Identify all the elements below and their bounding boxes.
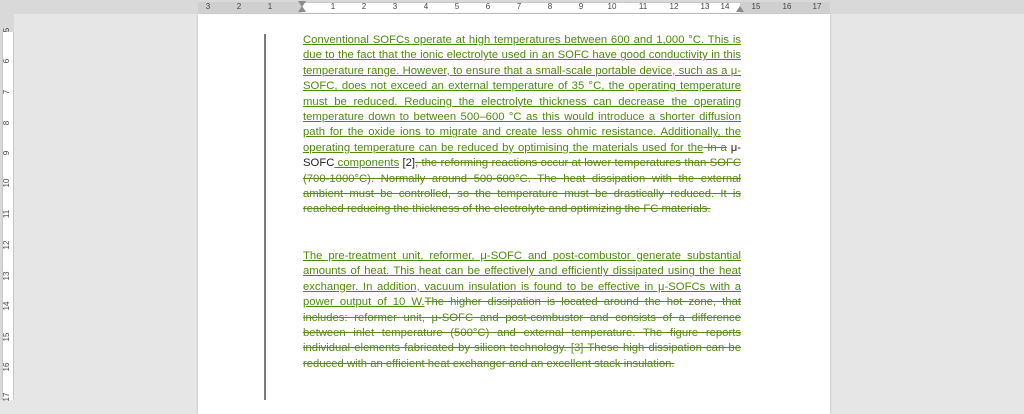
ruler-label: 11: [638, 2, 648, 11]
vertical-ruler[interactable]: [0, 14, 14, 400]
ruler-label: 9: [2, 150, 11, 156]
ruler-label: 12: [669, 2, 679, 11]
ruler-label: 11: [2, 209, 11, 219]
ruler-label: 8: [2, 120, 11, 126]
ruler-label: 1: [267, 2, 273, 11]
ruler-label: 17: [812, 2, 822, 11]
ruler-label: 5: [454, 2, 460, 11]
change-bar: [264, 34, 266, 400]
paragraph-2[interactable]: [303, 249, 741, 372]
deleted-text[interactable]: In a: [703, 141, 727, 154]
hanging-indent-marker[interactable]: [298, 6, 306, 12]
ruler-label: 6: [2, 58, 11, 64]
ruler-label: 3: [392, 2, 398, 11]
ruler-label: 16: [2, 362, 11, 372]
ruler-label: 17: [2, 392, 11, 402]
ruler-label: 9: [578, 2, 584, 11]
ruler-label: 5: [2, 27, 11, 33]
ruler-label: 16: [782, 2, 792, 11]
ruler-label: 10: [2, 178, 11, 188]
horizontal-ruler[interactable]: [0, 0, 1024, 14]
ruler-label: 8: [547, 2, 553, 11]
ruler-label: 13: [2, 271, 11, 281]
ruler-label: 2: [361, 2, 367, 11]
ruler-left-margin: [198, 2, 302, 12]
deleted-text[interactable]: , the reforming reactions occur at lower temperatures than SOFC (700-1000°C). Normally around 500-600°C. The heat dissipation with the external ambient must be controlled, so the temperature must be drastically reduced. It is reached reducing the thickness of the electrolyte and optimizing the FC materials.: [303, 157, 742, 216]
ruler-label: 10: [607, 2, 617, 11]
ruler-label: 2: [236, 2, 242, 11]
inserted-text[interactable]: The pre-treatment unit, reformer, μ-SOFC and post-combustor generate substantial amounts of heat. This heat can be effectively and efficiently dissipated using the heat exchanger. In addition, vacuum insulation is found to be effective in μ-SOFCs with a power output of 10 W.: [303, 250, 741, 309]
ruler-label: 4: [423, 2, 429, 11]
ruler-label: 7: [516, 2, 522, 11]
ruler-label: 1: [330, 2, 336, 11]
deleted-text[interactable]: The higher dissipation is located around the hot zone, that includes: reformer unit, μ-SOFC and post-combustor and consists of a difference between inlet temperature (500°C) and external temperature. The figure reports individual elements fabricated by silicon technology. [3] These high dissipation can be reduced with an efficient heat exchanger and an excellent stack insulation.: [303, 296, 741, 370]
body-text[interactable]: μ-SOFC: [303, 141, 741, 170]
ruler-label: 14: [720, 2, 730, 11]
ruler-label: 15: [2, 332, 11, 342]
ruler-label: 3: [205, 2, 211, 11]
right-indent-marker[interactable]: [736, 6, 744, 12]
inserted-text[interactable]: components: [334, 157, 400, 170]
ruler-label: 6: [485, 2, 491, 11]
ruler-label: 15: [751, 2, 761, 11]
ruler-label: 14: [2, 301, 11, 311]
ruler-label: 12: [2, 240, 11, 250]
inserted-text[interactable]: Conventional SOFCs operate at high temperatures between 600 and 1,000 °C. This is due to the fact that the ionic electrolyte used in an SOFC have good conductivity in this temperature range. However, to ensure that a small-scale portable device, such as a μ-SOFC, does not exceed an external temperature of 35 °C, the operating temperature must be reduced. Reducing the electrolyte thickness can decrease the operating temperature down to between 500–600 °C as this would introduce a shorter diffusion path for the oxide ions to migrate and create less ohmic resistance. Additionally, the operating temperature can be reduced by optimising the materials used for the: [303, 34, 741, 154]
paragraph-1[interactable]: [303, 33, 741, 218]
ruler-label: 13: [700, 2, 710, 11]
citation-text[interactable]: [2]: [399, 157, 416, 170]
ruler-label: 7: [2, 89, 11, 95]
